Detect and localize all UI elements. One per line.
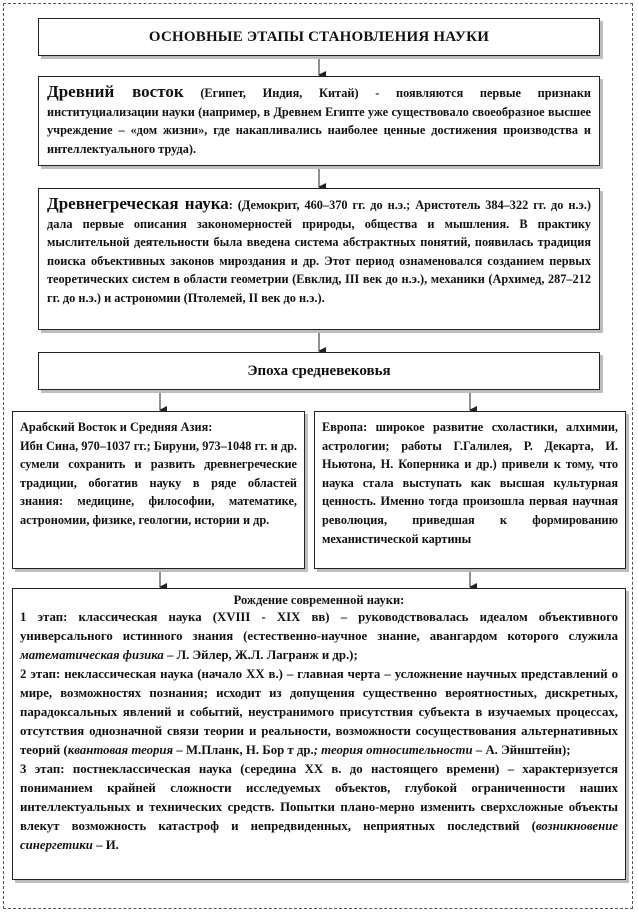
europe-heading: Европа: (322, 420, 368, 434)
middle-ages-label: Эпоха средневековья (247, 362, 391, 379)
ancient-greek-heading: Древнегреческая наука (47, 194, 229, 213)
europe-box (314, 411, 626, 569)
stage-1-text-a: 1 этап: классическая наука (XVIII - XIX вв) – руководствовалась идеалом объективного универсального истинного знания (естественно-научное знание, авангардом которого служила (20, 610, 618, 643)
ancient-east-paragraph (47, 83, 591, 158)
stage-2-paragraph (20, 665, 618, 760)
stage-2-italic-quantum: квантовая теория (67, 743, 174, 757)
middle-ages-box (38, 352, 600, 390)
ancient-greek-paragraph (47, 195, 591, 308)
ancient-greek-text: : (Демокрит, 460–370 гг. до н.э.; Аристотель 384–322 гг. до н.э.) дала первые описания закономерностей природы, общества и мышления. В практику мыслительной деятельности была введена система абстрактных понятий, появилась традиция поиска объективных законов мироздания и др. Этот период ознаменовался созданием первых теоретических систем в области геометрии (Евклид, III век до н.э.), механики (Архимед, 287–212 гг. до н.э.) и астрономии (Птолемей, II век до н.э.). (47, 198, 591, 305)
ancient-east-text: (Египет, Индия, Китай) - появляются первые признаки институциализации науки (например, в Древнем Египте уже существовало своеобразное высшее учреждение – «дом жизни», где накапливались наиболее ценные достижения производства и интеллектуального труда). (47, 86, 591, 156)
stage-1-paragraph (20, 608, 618, 665)
stage-2-text-b: – М.Планк, Н. Бор т др. (173, 743, 314, 757)
stage-3-text-a: 3 этап: постнеклассическая наука (середина XX в. до настоящего времени) – характеризуется пониманием крайней сложности исследуемых объектов, глубокой ограниченности наших интеллектуальных и технических средств. Попытки плано-мерно изменить сверхсложные объекты влекут возможность катастроф и непредвиденных, неприятных последствий ( (20, 762, 618, 833)
stage-2-italic-relativity: ; теория относительности (313, 743, 473, 757)
arab-east-text: Ибн Сина, 970–1037 гг.; Бируни, 973–1048 гг. и др. сумели сохранить и развить древнегреческие традиции, обогатив науку в ряде областей знания: медицине, философии, математике, астрономии, физике, геологии, истории и др. (20, 438, 297, 527)
stage-2-text-c: – А. Эйнштейн); (472, 743, 571, 757)
arab-east-paragraph (20, 418, 297, 530)
stage-3-italic: возникновение синергетики (20, 819, 618, 852)
modern-science-heading: Рождение современной науки: (233, 593, 405, 607)
title-box (38, 18, 600, 56)
modern-science-box (12, 588, 626, 880)
arab-east-heading: Арабский Восток и Средняя Азия: (20, 420, 213, 434)
ancient-greek-box (38, 188, 600, 330)
europe-paragraph (322, 418, 618, 548)
stage-2-text-a: 2 этап: неклассическая наука (начало XX в.) – главная черта – усложнение научных представлений о мире, возможностях познания; исходит из допущения существенно вероятностных, дискретных, парадоксальных явлений и событий, неустранимого присутствия субъекта в изучаемых процессах, отсутствия однозначной связи теории и реальности, возможности сосуществования альтернативных теорий ( (20, 667, 618, 757)
stage-1-italic: математическая физика (20, 648, 164, 662)
arab-east-box (12, 411, 305, 569)
ancient-east-heading: Древний восток (47, 82, 184, 101)
europe-text: широкое развитие схоластики, алхимии, астрологии; работы Г.Галилея, Р. Декарта, И. Ньютона, Н. Коперника и др.) привели к тому, что наука стала выступать как высшая культурная ценность. Именно тогда произошла первая научная революция, приведшая к формированию механистической картины (322, 420, 618, 546)
diagram-title: ОСНОВНЫЕ ЭТАПЫ СТАНОВЛЕНИЯ НАУКИ (148, 28, 490, 45)
stage-3-text-b: – И. (92, 838, 119, 852)
stage-3-paragraph (20, 760, 618, 855)
ancient-east-box (38, 76, 600, 166)
stage-1-text-b: – Л. Эйлер, Ж.Л. Лагранж и др.); (163, 648, 358, 662)
